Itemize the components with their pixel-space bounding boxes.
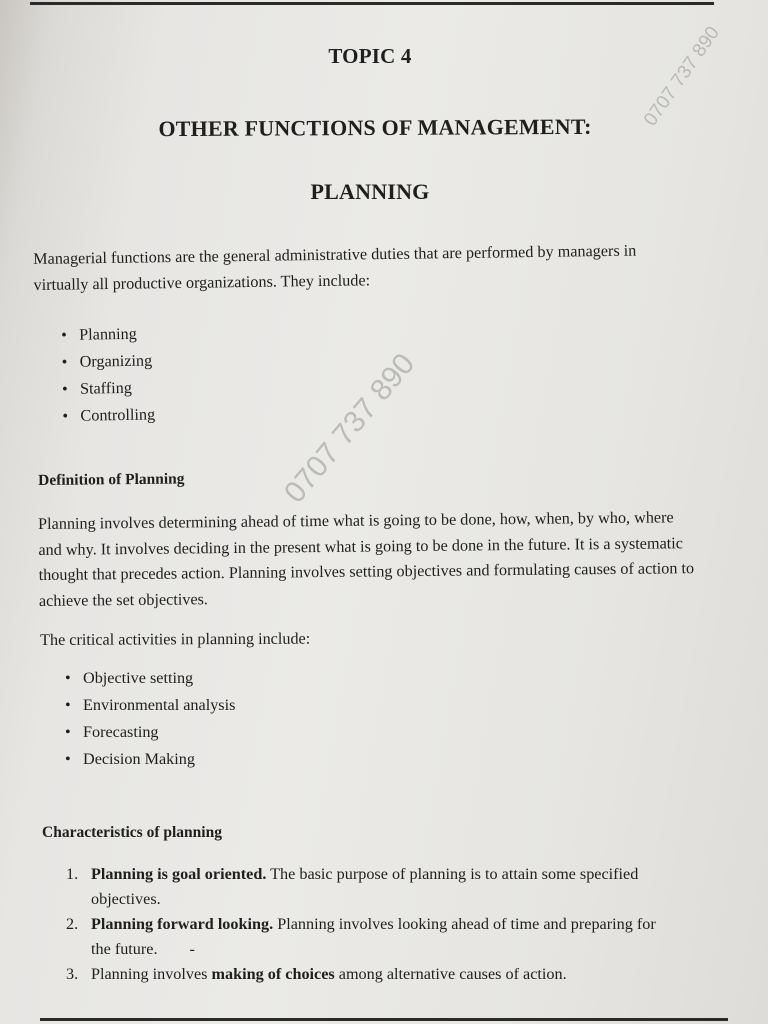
list-item: • Environmental analysis [65, 692, 235, 719]
item-text: Planning involves looking ahead of time and preparing for the future. [91, 915, 656, 958]
list-item [66, 912, 666, 962]
characteristics-heading: Characteristics of planning [42, 824, 222, 841]
item-bold-text: Planning forward looking. [91, 915, 274, 933]
item-bold-text: making of choices [211, 965, 335, 983]
definition-paragraph: Planning involves determining ahead of time what is going to be done, how, when, by who, where and why. It involves deciding in the present what is going to be done in the future. It is a systematic thought that precedes action. Planning involves setting objectives and formulating causes of action to achieve the set objectives. [38, 508, 695, 610]
bottom-rule [40, 1018, 728, 1021]
list-item: • Forecasting [65, 719, 235, 746]
item-number: 1. [66, 865, 79, 883]
corner-watermark: 0707 737 890 [640, 22, 724, 131]
list-item: • Controlling [62, 402, 155, 430]
list-item: • Objective setting [65, 665, 235, 692]
stray-mark: - [189, 940, 195, 958]
list-item: • Decision Making [65, 746, 235, 773]
item-number: 3. [66, 965, 79, 983]
list-item [66, 962, 666, 987]
list-item: • Planning [61, 321, 154, 349]
definition-heading: Definition of Planning [38, 470, 185, 489]
item-bold-text: Planning is goal oriented. [91, 865, 267, 883]
critical-activities-list [65, 665, 235, 773]
chapter-title: OTHER FUNCTIONS OF MANAGEMENT: [158, 113, 592, 142]
chapter-subtitle: PLANNING [310, 179, 430, 204]
list-item [66, 862, 666, 912]
topic-heading: TOPIC 4 [328, 44, 412, 68]
critical-activities-intro: The critical activities in planning include: [40, 629, 311, 649]
item-text-prefix: Planning involves [91, 965, 212, 983]
list-item: • Organizing [61, 348, 154, 376]
item-text: The basic purpose of planning is to attain some specified objectives. [91, 865, 639, 908]
functions-list [61, 321, 155, 430]
item-number: 2. [66, 915, 79, 933]
intro-paragraph: Managerial functions are the general administrative duties that are performed by managers in virtually all productive organizations. They include: [33, 241, 637, 294]
item-text: among alternative causes of action. [334, 965, 567, 983]
top-rule [30, 2, 714, 5]
phone-watermark: 0707 737 890 [278, 347, 422, 510]
characteristics-list [66, 862, 666, 987]
list-item: • Staffing [62, 375, 155, 403]
